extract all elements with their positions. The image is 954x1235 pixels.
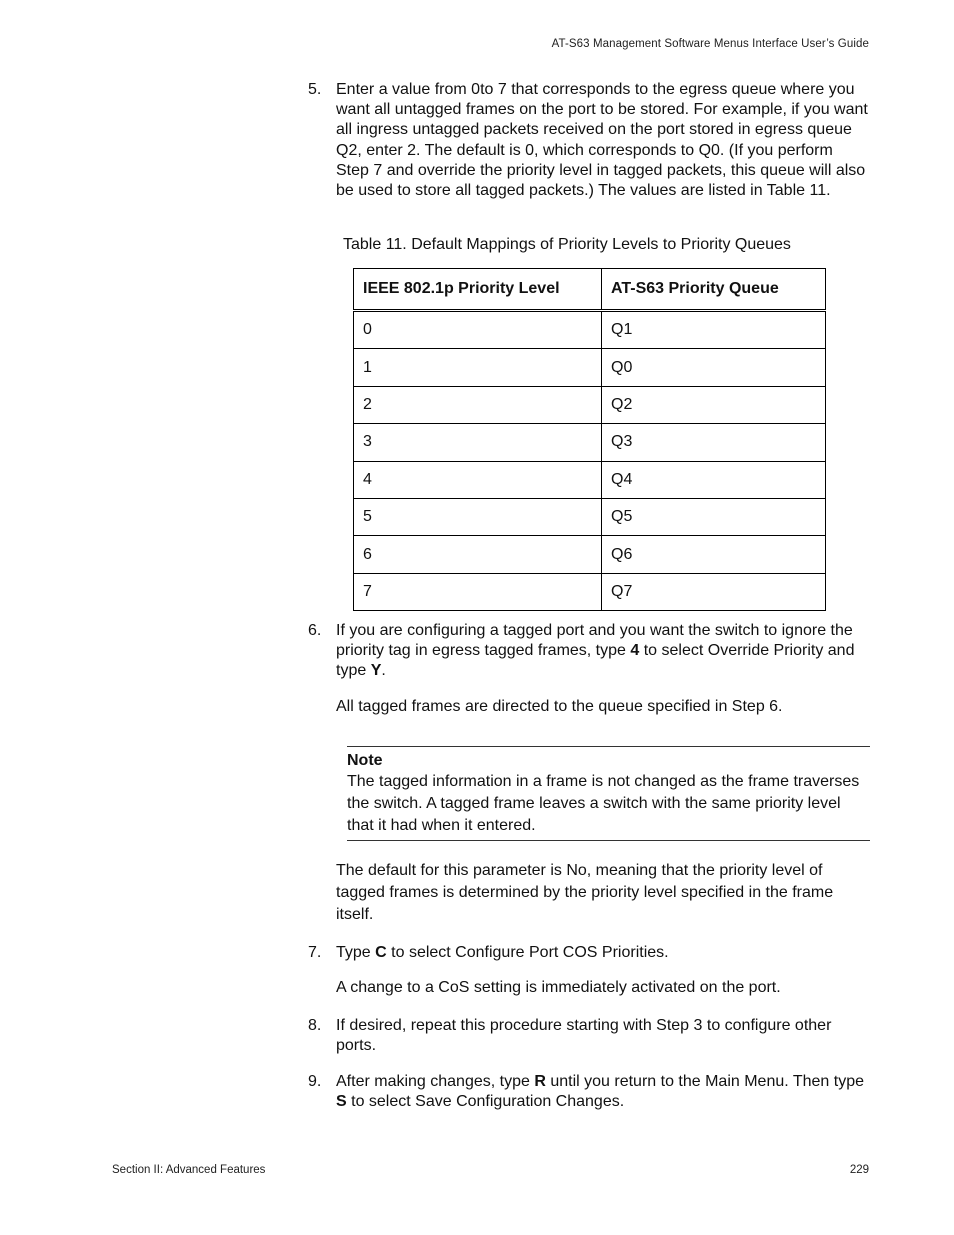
key-r: R [534,1073,546,1090]
table-cell: 2 [354,386,602,423]
table-cell: Q7 [602,573,826,610]
table-row [354,424,826,461]
text-run: to select Save Configuration Changes. [346,1093,625,1111]
table-row [354,349,826,386]
table-cell: 5 [354,498,602,535]
text-run: Type [336,944,376,961]
text-run: to select Configure Port COS Priorities. [386,944,669,961]
table-cell: Q4 [602,461,826,498]
step-number: 5. [308,81,322,98]
note-text: The tagged information in a frame is not changed as the frame traverses the switch. A tagged frame leaves a switch with the same priority level that it had when it entered. [347,773,860,834]
table-cell: 0 [354,311,602,349]
step-5 [308,80,868,201]
step-9 [308,1072,868,1112]
text-run: to select Override Priority and type [336,642,855,680]
table-cell: Q1 [602,311,826,349]
table-cell: Q6 [602,536,826,573]
text-run: If you are configuring a tagged port and you want the switch to ignore the priority tag in egress tagged frames, type [336,622,853,660]
table-row [354,311,826,349]
step-text [336,1072,868,1112]
table-header-row [354,269,826,311]
table-cell: Q3 [602,424,826,461]
key-4: 4 [630,642,640,660]
text-run: until you return to the Main Menu. Then type [545,1073,864,1090]
step-7-detail: A change to a CoS setting is immediately activated on the port. [336,979,781,996]
step-6-default: The default for this parameter is No, meaning that the priority level of tagged frames is determined by the priority level specified in the frame itself. [336,862,834,923]
key-c: C [375,944,387,961]
table-row [354,461,826,498]
column-header: IEEE 802.1p Priority Level [354,269,602,311]
table-row [354,386,826,423]
note-box [347,746,870,841]
text-run: After making changes, type [336,1073,535,1090]
table-cell: Q0 [602,349,826,386]
step-text [336,943,868,963]
key-y: Y [370,662,382,680]
running-header: AT-S63 Management Software Menus Interface User’s Guide [551,38,869,50]
step-number: 9. [308,1073,322,1090]
priority-mapping-table [353,268,826,611]
step-6 [308,621,868,682]
step-6-detail: All tagged frames are directed to the queue specified in Step 6. [336,698,783,715]
table-cell: Q2 [602,386,826,423]
footer-section: Section II: Advanced Features [112,1164,266,1176]
note-title: Note [347,752,383,769]
page-number: 229 [849,1164,869,1176]
table-row [354,536,826,573]
table-cell: 1 [354,349,602,386]
step-number: 6. [308,622,322,639]
table-cell: 4 [354,461,602,498]
table-cell: 6 [354,536,602,573]
step-text [336,621,868,682]
table-cell: Q5 [602,498,826,535]
table-cell: 7 [354,573,602,610]
step-number: 8. [308,1017,322,1034]
table-cell: 3 [354,424,602,461]
table-row [354,498,826,535]
table-caption: Table 11. Default Mappings of Priority Levels to Priority Queues [343,236,791,253]
column-header: AT-S63 Priority Queue [602,269,826,311]
step-8 [308,1016,868,1056]
step-7 [308,943,868,963]
table-row [354,573,826,610]
step-text: Enter a value from 0to 7 that corresponds to the egress queue where you want all untagged frames on the port to be stored. For example, if you want all ingress untagged packets received on the port stored in egress queue Q2, enter 2. The default is 0, which corresponds to Q0. (If you perform Step 7 and override the priority level in tagged packets, this queue will also be used to store all tagged packets.) The values are listed in Table 11. [336,81,868,200]
step-text: If desired, repeat this procedure starting with Step 3 to configure other ports. [336,1017,832,1055]
text-run: . [381,662,386,680]
key-s: S [336,1093,347,1111]
step-number: 7. [308,944,322,961]
